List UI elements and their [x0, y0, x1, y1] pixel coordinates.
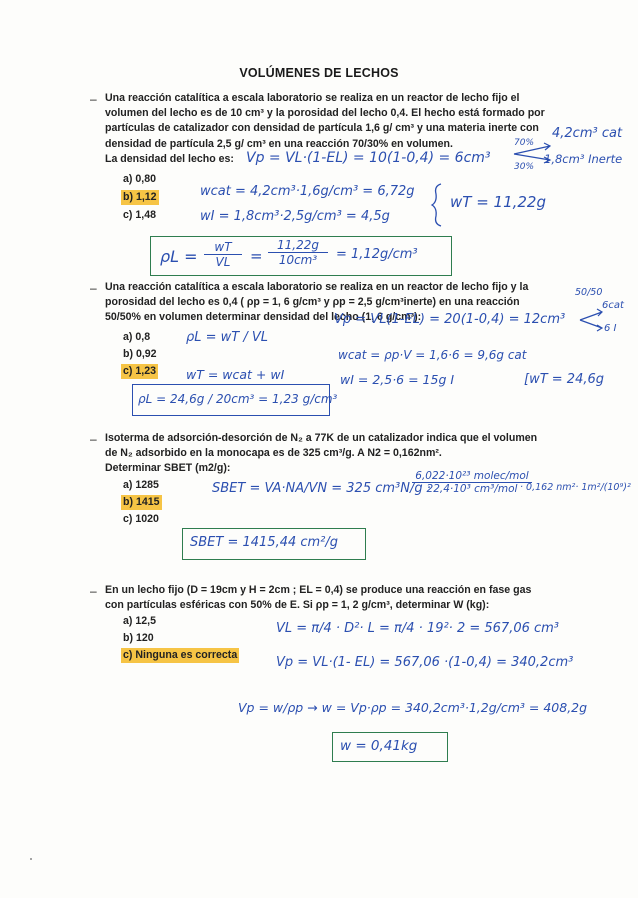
option-c[interactable]: c) 1,23 — [123, 365, 156, 377]
bullet-dash: – — [90, 584, 97, 598]
handwritten-tail: · 0,162 nm²· 1m²/(10⁹)² — [520, 482, 631, 493]
question-text: En un lecho fijo (D = 19cm y H = 2cm ; EL = 0,4) se produce una reacción en fase gas con partículas esféricas con 50% de E. Si ρp = 1, 2 g/cm³, determinar W (kg): — [105, 584, 532, 612]
handwritten-wcat: wcat = ρp·V = 1,6·6 = 9,6g cat — [338, 348, 527, 362]
curly-brace — [430, 182, 444, 228]
result-value: w = 0,41kg — [340, 738, 418, 754]
option-a[interactable]: a) 12,5 — [123, 615, 156, 627]
split-arrows — [578, 306, 606, 334]
option-c[interactable]: c) 1,48 — [123, 209, 156, 221]
handwritten-wt: wT = 11,22g — [450, 193, 546, 211]
option-b[interactable]: b) 1,12 — [123, 191, 157, 203]
handwritten-rho-formula: ρL = wT / VL — [186, 330, 269, 345]
handwritten-wi: wI = 1,8cm³·2,5g/cm³ = 4,5g — [200, 209, 390, 224]
handwritten-vl: VL = π/4 · D²· L = π/4 · 19²· 2 = 567,06 cm³ — [276, 621, 560, 636]
option-a[interactable]: a) 0,80 — [123, 173, 156, 185]
option-c[interactable]: c) 1020 — [123, 513, 159, 525]
handwritten-inerte: 1,8cm³ Inerte — [544, 152, 623, 166]
handwritten-wcat: wcat = 4,2cm³·1,6g/cm³ = 6,72g — [200, 184, 415, 199]
split-arrows — [512, 140, 556, 166]
fraction-2: 11,22g 10cm³ — [268, 238, 328, 267]
handwritten-vp: Vp = VL(1-EL) = 20(1-0,4) = 12cm³ — [334, 312, 566, 327]
handwritten-wi: wI = 2,5·6 = 15g I — [340, 372, 455, 387]
option-b[interactable]: b) 120 — [123, 632, 154, 644]
handwritten-6i: 6 I — [604, 323, 617, 334]
handwritten-sbet-formula: SBET = VA·NA/VN = 325 cm³N/g · — [212, 481, 431, 496]
fraction-1: wT VL — [204, 240, 242, 269]
handwritten-vp: Vp = VL·(1-EL) = 10(1-0,4) = 6cm³ — [246, 150, 491, 166]
equals-sign: = — [250, 247, 263, 265]
handwritten-cat: 4,2cm³ cat — [552, 126, 623, 141]
bullet-dash: – — [90, 92, 97, 106]
rho-label: ρL = — [160, 247, 198, 266]
bullet-dash: – — [90, 281, 97, 295]
bullet-dash: – — [90, 432, 97, 446]
page-title: VOLÚMENES DE LECHOS — [239, 66, 399, 80]
handwritten-split: 50/50 — [575, 287, 603, 298]
option-b[interactable]: b) 1415 — [123, 496, 160, 508]
handwritten-wt-sum: wT = wcat + wI — [186, 367, 285, 382]
handwritten-w: Vp = w/ρp → w = Vp·ρp = 340,2cm³·1,2g/cm³ = 408,2g — [238, 700, 588, 715]
handwritten-wt: [wT = 24,6g — [524, 372, 604, 387]
scan-speck — [30, 858, 32, 860]
question-text: Isoterma de adsorción-desorción de N₂ a 77K de un catalizador indica que el volumen de N₂ adsorbido en la monocapa es de 325 cm³/g. A N2 = 0,162nm². Determinar SBET (m2/g): — [105, 432, 538, 475]
result-value: SBET = 1415,44 cm²/g — [190, 535, 339, 550]
question-text: Una reacción catalítica a escala laboratorio se realiza en un reactor de lecho fijo y la porosidad del lecho es 0,4 ( ρp = 1, 6 g/cm³ y ρp = 2,5 g/cm³inerte) en una reacción 50/50% en volumen determinar densidad del lecho (1, 6 g/cm³): — [105, 281, 529, 324]
handwritten-70: 70% — [514, 138, 535, 148]
option-c[interactable]: c) Ninguna es correcta — [123, 649, 238, 661]
result-value: ρL = 24,6g / 20cm³ = 1,23 g/cm³ — [138, 392, 338, 406]
option-b[interactable]: b) 0,92 — [123, 348, 157, 360]
handwritten-30: 30% — [514, 162, 535, 172]
option-a[interactable]: a) 0,8 — [123, 331, 151, 343]
handwritten-fraction: 6,022·10²³ molec/mol 22,4·10³ cm³/mol — [412, 470, 532, 495]
question-text: Una reacción catalítica a escala laboratorio se realiza en un reactor de lecho fijo el volumen del lecho es de 10 cm³ y la porosidad del lecho 0,4. El hecho está formado por partículas de catalizador con densidad de partícula 1,6 g/ cm³ y una materia inerte con densidad de partícula 2,5 g/ cm³ en una reacción 70/30% en volumen. La densidad del lecho es: — [105, 92, 545, 165]
handwritten-6cat: 6cat — [602, 300, 624, 311]
option-a[interactable]: a) 1285 — [123, 479, 159, 491]
result-value: = 1,12g/cm³ — [336, 247, 418, 262]
handwritten-vp: Vp = VL·(1- EL) = 567,06 ·(1-0,4) = 340,2cm³ — [276, 655, 574, 670]
